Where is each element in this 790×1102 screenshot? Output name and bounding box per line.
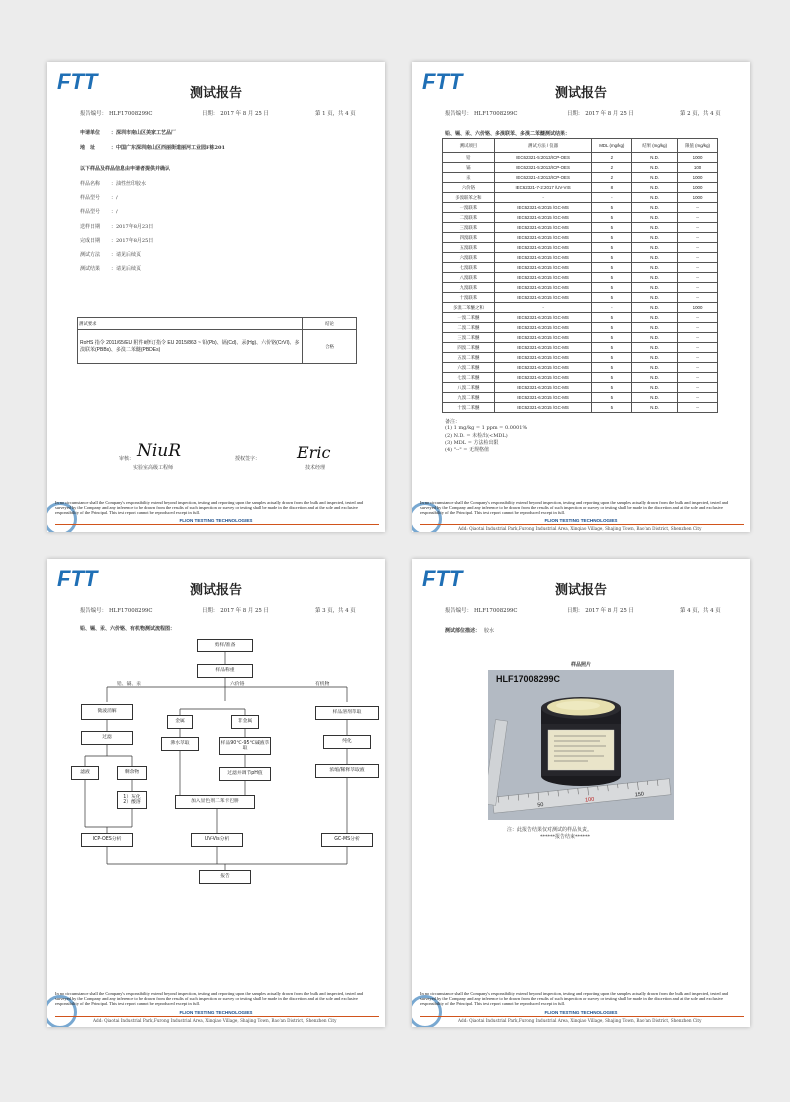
report-page-4	[412, 559, 750, 1027]
table-cell: --	[678, 353, 718, 363]
note-item: (2) N.D. = 未检出(<MDL)	[445, 433, 508, 439]
table-cell: N.D.	[632, 203, 678, 213]
table-row	[443, 323, 718, 333]
flow-uv: UV-Vis分析	[191, 833, 243, 847]
table-row	[443, 303, 718, 313]
svg-text:FTT: FTT	[57, 567, 98, 589]
table-cell: IEC62321-6:2015 /GC-MS	[494, 323, 592, 333]
table-cell: 5	[592, 333, 632, 343]
table-row	[443, 263, 718, 273]
report-page-1	[47, 62, 385, 532]
footer-address: Add: Qiaotai Industrial Park,Furong Industrial Area, Xinqiao Village, Shajing Town, Bao'an District, Shenzhen City	[458, 1018, 702, 1023]
table-cell: 六价铬	[443, 183, 495, 193]
table-cell: N.D.	[632, 253, 678, 263]
signer-title: 技术经理	[305, 465, 326, 471]
footer-brand: FLION TESTING TECHNOLOGIES	[544, 518, 618, 523]
table-cell: 汞	[443, 173, 495, 183]
photo-title: 样品照片	[570, 662, 591, 668]
table-cell: 镉	[443, 163, 495, 173]
table-row	[443, 193, 718, 203]
table-cell: 8	[592, 183, 632, 193]
applicant-value: ：深圳市南山区美家工艺品厂	[111, 130, 177, 136]
flow-branch-a: 铅、镉、汞	[117, 682, 141, 687]
flow-alkaline: 样品90℃-95℃碱液萃取	[219, 737, 271, 755]
table-cell: 100	[678, 163, 718, 173]
table-cell: IEC62321-6:2015 /GC-MS	[494, 203, 592, 213]
table-row	[443, 273, 718, 283]
report-number: 报告编号： HLF17008299C	[80, 608, 153, 614]
table-cell: 九溴联苯	[443, 283, 495, 293]
conclusion-value: 合格	[303, 330, 357, 364]
flow-gcms: GC-MS分析	[321, 833, 373, 847]
table-cell: N.D.	[632, 373, 678, 383]
table-cell: 5	[592, 253, 632, 263]
flow-ph: 过滤并调节pH值	[219, 767, 271, 781]
table-cell: --	[678, 323, 718, 333]
table-cell: --	[678, 313, 718, 323]
conclusion-header: 结论	[303, 318, 357, 330]
svg-text:FTT: FTT	[57, 70, 98, 92]
column-header: 测试项目	[443, 139, 495, 153]
field-value: ：2017年8月25日	[111, 237, 154, 244]
table-cell: 5	[592, 273, 632, 283]
table-cell: IEC62321-6:2015 /GC-MS	[494, 333, 592, 343]
table-cell: N.D.	[632, 303, 678, 313]
table-cell: --	[678, 363, 718, 373]
table-cell: 5	[592, 323, 632, 333]
table-cell: --	[678, 393, 718, 403]
table-cell: --	[678, 403, 718, 413]
flow-residue: 剩余物	[117, 766, 147, 780]
field-value: ：/	[111, 195, 118, 202]
table-cell: N.D.	[632, 323, 678, 333]
table-cell: -	[494, 193, 592, 203]
table-cell: IEC62321-6:2015 /GC-MS	[494, 233, 592, 243]
svg-text:FTT: FTT	[422, 567, 463, 589]
column-header: MDL (mg/kg)	[592, 139, 632, 153]
table-cell: 二溴二苯醚	[443, 323, 495, 333]
table-row	[443, 163, 718, 173]
svg-text:Eric: Eric	[297, 443, 331, 462]
field-label: 完成日期	[80, 237, 101, 244]
test-part-label: 测试部位描述：	[445, 628, 481, 634]
table-cell: 铅	[443, 153, 495, 163]
table-cell: IEC62321-6:2015 /GC-MS	[494, 363, 592, 373]
table-cell: 1000	[678, 183, 718, 193]
flow-residue-treat: 1）灰化 2）酸溶	[117, 791, 147, 809]
field-label: 样品名称	[80, 181, 101, 187]
table-cell: 一溴联苯	[443, 203, 495, 213]
table-cell: IEC62321-6:2015 /GC-MS	[494, 373, 592, 383]
table-row	[443, 353, 718, 363]
table-cell: N.D.	[632, 393, 678, 403]
field-value: ：请见后续页	[111, 266, 142, 273]
table-cell: N.D.	[632, 163, 678, 173]
table-cell: IEC62321-6:2015 /GC-MS	[494, 283, 592, 293]
table-cell: --	[678, 233, 718, 243]
table-cell: N.D.	[632, 173, 678, 183]
table-cell: 5	[592, 313, 632, 323]
report-title: 测试报告	[189, 86, 242, 101]
table-cell: IEC62321-6:2015 /GC-MS	[494, 343, 592, 353]
table-cell: 八溴二苯醚	[443, 383, 495, 393]
table-cell: 2	[592, 163, 632, 173]
report-title: 测试报告	[554, 86, 607, 101]
table-cell: N.D.	[632, 213, 678, 223]
flow-branch-b: 六价铬	[230, 682, 245, 687]
table-cell: N.D.	[632, 293, 678, 303]
table-row	[443, 213, 718, 223]
table-cell: 三溴联苯	[443, 223, 495, 233]
table-cell: 5	[592, 213, 632, 223]
table-cell: 5	[592, 223, 632, 233]
report-date: 日期： 2017 年 8 月 25 日	[202, 111, 269, 117]
table-cell: -	[494, 303, 592, 313]
table-cell: --	[678, 383, 718, 393]
table-cell: 四溴二苯醚	[443, 343, 495, 353]
table-cell: 5	[592, 363, 632, 373]
table-cell: 六溴二苯醚	[443, 363, 495, 373]
flow-purify: 纯化	[323, 735, 371, 749]
table-cell: 5	[592, 293, 632, 303]
table-cell: IEC62321-6:2015 /GC-MS	[494, 383, 592, 393]
table-cell: 5	[592, 233, 632, 243]
table-row	[443, 373, 718, 383]
table-cell: 5	[592, 343, 632, 353]
report-title: 测试报告	[189, 583, 242, 598]
results-subtitle: 铅、镉、汞、六价铬、多溴联苯、多溴二苯醚测试结果：	[445, 131, 571, 137]
flow-color: 加入显色剂二苯卡巴肼	[175, 795, 255, 809]
note-item: (3) MDL = 方法检出限	[445, 440, 499, 446]
flow-report: 报告	[199, 870, 251, 884]
table-cell: -	[592, 193, 632, 203]
footer-disclaimer: In no circumstance shall the Company's responsibility extend beyond inspection, testing and reporting upon the samples actually drawn from the bulk and inspected, tested and surveyed by the Company and any inference to be drawn from the results of such inspection or survey or testing shall be made in the discretion and at the sole and exclusive responsibility of the Principal. This test report cannot be reproduced except in full.	[420, 991, 729, 1007]
approver-title: 实验室高级工程师	[133, 465, 174, 471]
field-label: 测试方法	[80, 252, 101, 258]
flow-metal: 金属	[167, 715, 193, 729]
table-row	[443, 313, 718, 323]
table-row	[443, 183, 718, 193]
table-cell: 2	[592, 173, 632, 183]
table-cell: 二溴联苯	[443, 213, 495, 223]
table-cell: IEC62321-6:2015 /GC-MS	[494, 253, 592, 263]
report-number: 报告编号： HLF17008299C	[445, 111, 518, 117]
table-cell: N.D.	[632, 183, 678, 193]
table-cell: IEC62321-6:2015 /GC-MS	[494, 243, 592, 253]
applicant-label: 申请单位	[80, 130, 101, 136]
column-header: 测试方法 / 仪器	[494, 139, 592, 153]
table-cell: 5	[592, 373, 632, 383]
table-cell: N.D.	[632, 283, 678, 293]
table-cell: IEC62321-5:2013/ICP-OES	[494, 153, 592, 163]
table-cell: 多溴联苯之和	[443, 193, 495, 203]
flow-start: 剪样/准备	[197, 639, 253, 652]
table-cell: 5	[592, 203, 632, 213]
table-cell: 5	[592, 353, 632, 363]
table-cell: 5	[592, 383, 632, 393]
flow-concentrate: 浓缩/稀释萃取液	[315, 764, 379, 778]
flow-filter: 过滤	[81, 731, 133, 745]
table-cell: N.D.	[632, 263, 678, 273]
table-cell: N.D.	[632, 343, 678, 353]
table-cell: 五溴联苯	[443, 243, 495, 253]
field-value: ：2017年8月23日	[111, 223, 154, 230]
table-cell: N.D.	[632, 193, 678, 203]
report-date: 日期： 2017 年 8 月 25 日	[202, 608, 269, 614]
table-cell: --	[678, 273, 718, 283]
table-cell: 5	[592, 243, 632, 253]
svg-text:NiuR: NiuR	[137, 441, 181, 461]
report-number: 报告编号： HLF17008299C	[80, 111, 153, 117]
signer-label: 授权签字：	[235, 456, 261, 462]
table-cell: IEC62321-6:2015 /GC-MS	[494, 313, 592, 323]
table-row	[443, 343, 718, 353]
report-page-3	[47, 559, 385, 1027]
footer-brand: FLION TESTING TECHNOLOGIES	[179, 518, 253, 523]
table-cell: IEC62321-6:2015 /GC-MS	[494, 263, 592, 273]
table-row	[443, 333, 718, 343]
field-value: ：油性丝印胶水	[111, 181, 147, 187]
flow-boil: 沸水萃取	[161, 737, 199, 751]
svg-text:150: 150	[634, 791, 645, 799]
address-value: ：中国广东深圳南山区西丽街道丽河工业园F栋201	[111, 145, 225, 151]
table-cell: 1000	[678, 193, 718, 203]
table-cell: IEC62321-7-2:2017 /UV-VIS	[494, 183, 592, 193]
test-part-value: 胶水	[484, 628, 495, 634]
table-cell: IEC62321-4:2013/ICP-OES	[494, 173, 592, 183]
table-cell: 一溴二苯醚	[443, 313, 495, 323]
report-number: 报告编号： HLF17008299C	[445, 608, 518, 614]
table-cell: 十溴二苯醚	[443, 403, 495, 413]
table-cell: N.D.	[632, 153, 678, 163]
table-cell: --	[678, 373, 718, 383]
signer-signature	[295, 438, 341, 464]
field-value: ：/	[111, 209, 118, 216]
table-cell: --	[678, 333, 718, 343]
table-cell: --	[678, 213, 718, 223]
report-date: 日期： 2017 年 8 月 25 日	[567, 608, 634, 614]
table-row	[443, 383, 718, 393]
table-cell: 六溴联苯	[443, 253, 495, 263]
table-cell: N.D.	[632, 243, 678, 253]
approver-signature	[135, 436, 181, 462]
report-page-2	[412, 62, 750, 532]
table-cell: 2	[592, 153, 632, 163]
table-cell: IEC62321-6:2015 /GC-MS	[494, 273, 592, 283]
column-header: 结果 (mg/kg)	[632, 139, 678, 153]
footer-address: Add: Qiaotai Industrial Park,Furong Industrial Area, Xinqiao Village, Shajing Town, Bao'an District, Shenzhen City	[93, 1018, 337, 1023]
footer-address: Add: Qiaotai Industrial Park,Furong Industrial Area, Xinqiao Village, Shajing Town, Bao'an District, Shenzhen City	[458, 526, 702, 531]
table-row	[443, 173, 718, 183]
table-row	[443, 283, 718, 293]
table-cell: --	[678, 203, 718, 213]
page-number: 第 3 页，共 4 页	[315, 608, 356, 614]
note-item: (1) 1 mg/kg = 1 ppm = 0.0001%	[445, 425, 528, 431]
footer-disclaimer: In no circumstance shall the Company's responsibility extend beyond inspection, testing and reporting upon the samples actually drawn from the bulk and inspected, tested and surveyed by the Company and any inference to be drawn from the results of such inspection or survey or testing shall be made in the discretion and at the sole and exclusive responsibility of the Principal. This test report cannot be reproduced except in full.	[55, 500, 364, 516]
table-cell: IEC62321-5:2013/ICP-OES	[494, 163, 592, 173]
table-cell: --	[678, 283, 718, 293]
results-table	[442, 138, 718, 413]
table-cell: 1000	[678, 173, 718, 183]
table-cell: 5	[592, 403, 632, 413]
sample-photo	[488, 670, 674, 820]
svg-text:100: 100	[584, 796, 595, 804]
table-row	[443, 243, 718, 253]
confirm-text: 以下样品及样品信息由申请者提供并确认	[80, 166, 171, 172]
report-date: 日期： 2017 年 8 月 25 日	[567, 111, 634, 117]
table-row	[443, 403, 718, 413]
page-number: 第 1 页，共 4 页	[315, 111, 356, 117]
table-row	[443, 253, 718, 263]
field-label: 样品型号	[80, 209, 101, 216]
table-cell: N.D.	[632, 233, 678, 243]
flow-nonmetal: 非金属	[231, 715, 259, 729]
footer-divider	[55, 524, 379, 525]
page-number: 第 4 页，共 4 页	[680, 608, 721, 614]
svg-text:FTT: FTT	[422, 70, 463, 92]
table-cell: 1000	[678, 153, 718, 163]
table-cell: IEC62321-6:2015 /GC-MS	[494, 293, 592, 303]
field-label: 送样日期	[80, 223, 101, 230]
flow-subtitle: 铅、镉、汞、六价铬、有机物测试流程图：	[80, 626, 176, 632]
report-end: ******报告结束******	[540, 834, 591, 840]
footer-disclaimer: In no circumstance shall the Company's responsibility extend beyond inspection, testing and reporting upon the samples actually drawn from the bulk and inspected, tested and surveyed by the Company and any inference to be drawn from the results of such inspection or survey or testing shall be made in the discretion and at the sole and exclusive responsibility of the Principal. This test report cannot be reproduced except in full.	[420, 500, 729, 516]
table-cell: 5	[592, 263, 632, 273]
flow-digest: 微波消解	[81, 704, 133, 720]
photo-note: 注：此报告结果仅对测试的样品负责。	[507, 827, 593, 833]
table-row	[443, 293, 718, 303]
table-cell: --	[678, 343, 718, 353]
table-cell: N.D.	[632, 333, 678, 343]
table-row	[443, 363, 718, 373]
flow-branch-c: 有机物	[315, 682, 330, 687]
table-cell: 多溴二苯醚之和	[443, 303, 495, 313]
table-cell: IEC62321-6:2015 /GC-MS	[494, 223, 592, 233]
svg-text:50: 50	[537, 802, 544, 809]
flow-weigh: 样品称重	[197, 664, 253, 678]
table-cell: 1000	[678, 303, 718, 313]
table-cell: --	[678, 263, 718, 273]
table-cell: 5	[592, 283, 632, 293]
footer-brand: FLION TESTING TECHNOLOGIES	[179, 1010, 253, 1015]
table-cell: IEC62321-6:2015 /GC-MS	[494, 213, 592, 223]
page-number: 第 2 页，共 4 页	[680, 111, 721, 117]
column-header: 限值 (mg/kg)	[678, 139, 718, 153]
note-item: (4) "--" = 无规格值	[445, 447, 490, 453]
table-cell: 三溴二苯醚	[443, 333, 495, 343]
table-cell: N.D.	[632, 363, 678, 373]
table-row	[443, 203, 718, 213]
table-cell: --	[678, 243, 718, 253]
table-cell: 十溴联苯	[443, 293, 495, 303]
table-cell: N.D.	[632, 353, 678, 363]
table-cell: 5	[592, 393, 632, 403]
approver-label: 审核：	[119, 456, 135, 462]
flow-organic-extract: 样品溶剂萃取	[315, 706, 379, 720]
table-cell: --	[678, 253, 718, 263]
table-cell: 八溴联苯	[443, 273, 495, 283]
address-label: 地 址	[80, 145, 96, 151]
req-text: RoHS 指令 2011/65/EU 附件Ⅱ修订指令 EU 2015/863 ~ 铅(Pb)、镉(Cd)、汞(Hg)、六价铬(CrVI)、多溴联苯(PBBs)、多溴二苯醚(PBDEs)	[78, 330, 303, 364]
table-row	[443, 393, 718, 403]
table-cell: N.D.	[632, 313, 678, 323]
flowchart-lines	[47, 559, 385, 1027]
table-cell: --	[678, 223, 718, 233]
table-cell: 七溴联苯	[443, 263, 495, 273]
footer-disclaimer: In no circumstance shall the Company's responsibility extend beyond inspection, testing and reporting upon the samples actually drawn from the bulk and inspected, tested and surveyed by the Company and any inference to be drawn from the results of such inspection or survey or testing shall be made in the discretion and at the sole and exclusive responsibility of the Principal. This test report cannot be reproduced except in full.	[55, 991, 364, 1007]
flow-icp: ICP-OES分析	[81, 833, 133, 847]
table-cell: N.D.	[632, 383, 678, 393]
table-cell: N.D.	[632, 223, 678, 233]
table-row	[443, 223, 718, 233]
footer-brand: FLION TESTING TECHNOLOGIES	[544, 1010, 618, 1015]
requirement-table	[77, 317, 357, 364]
table-cell: N.D.	[632, 273, 678, 283]
table-cell: -	[592, 303, 632, 313]
flow-filtrate: 滤液	[71, 766, 99, 780]
table-cell: 五溴二苯醚	[443, 353, 495, 363]
table-cell: IEC62321-6:2015 /GC-MS	[494, 403, 592, 413]
notes-title: 备注：	[445, 419, 461, 425]
field-value: ：请见后续页	[111, 252, 142, 258]
report-title: 测试报告	[554, 583, 607, 598]
svg-text:HLF17008299C: HLF17008299C	[496, 674, 561, 684]
table-cell: --	[678, 293, 718, 303]
table-cell: 九溴二苯醚	[443, 393, 495, 403]
table-cell: N.D.	[632, 403, 678, 413]
table-cell: IEC62321-6:2015 /GC-MS	[494, 353, 592, 363]
table-cell: IEC62321-6:2015 /GC-MS	[494, 393, 592, 403]
table-row	[443, 153, 718, 163]
table-cell: 七溴二苯醚	[443, 373, 495, 383]
field-label: 样品型号	[80, 195, 101, 202]
req-header: 测试要求	[78, 318, 303, 330]
field-label: 测试结果	[80, 266, 101, 273]
table-row	[443, 233, 718, 243]
table-cell: 四溴联苯	[443, 233, 495, 243]
